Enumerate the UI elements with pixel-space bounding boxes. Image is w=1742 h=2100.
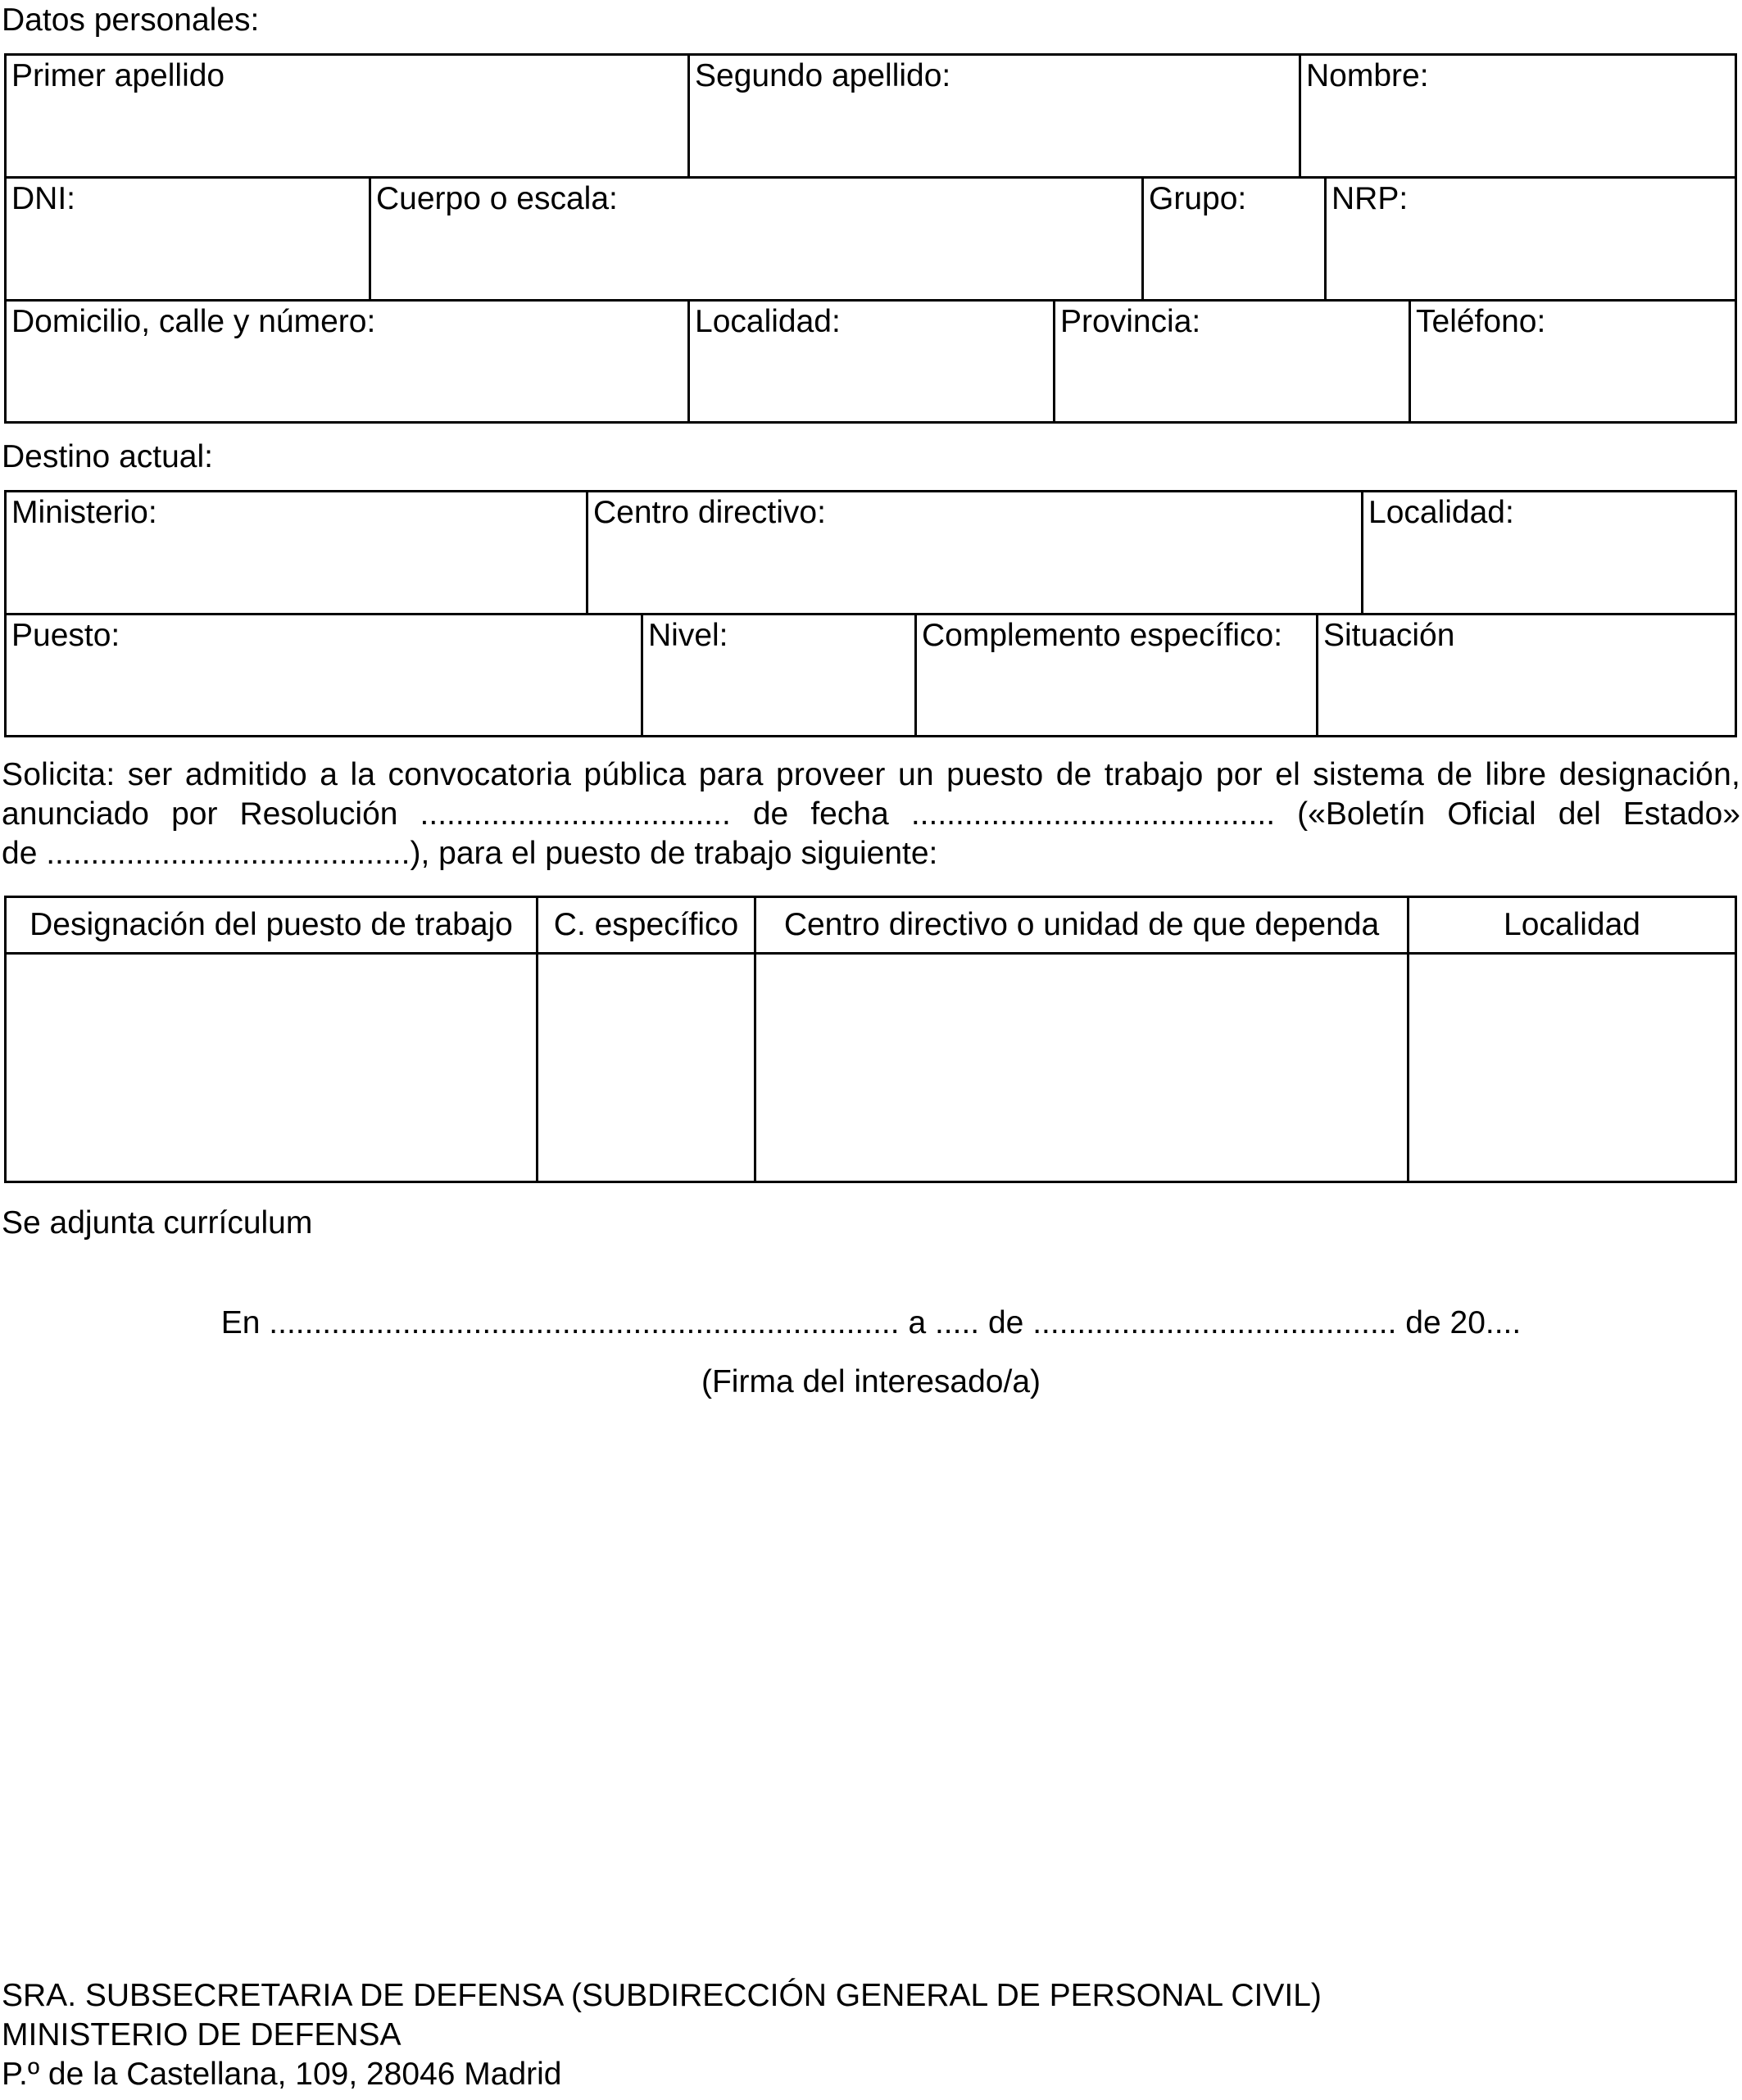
- field-telefono[interactable]: [1411, 302, 1735, 421]
- field-label: DNI:: [11, 181, 75, 216]
- input-centro-directivo[interactable]: [756, 955, 1409, 1181]
- field-grupo[interactable]: [1144, 179, 1327, 302]
- adjunta-curriculum-text: Se adjunta currículum: [2, 1205, 313, 1240]
- field-label: NRP:: [1331, 181, 1409, 216]
- input-c-especifico[interactable]: [538, 955, 756, 1181]
- field-label: Nivel:: [648, 618, 728, 653]
- field-label: Domicilio, calle y número:: [11, 304, 376, 339]
- destinatario-line-1: SRA. SUBSECRETARIA DE DEFENSA (SUBDIRECCIÓN GENERAL DE PERSONAL CIVIL): [2, 1978, 1322, 2013]
- field-label: Puesto:: [11, 618, 120, 653]
- field-label: Nombre:: [1306, 58, 1429, 93]
- solicita-line-2: anunciado por Resolución ................................... de fecha ......................................... («Boletín Oficial del Estado»: [2, 796, 1740, 832]
- field-situacion[interactable]: [1318, 615, 1735, 735]
- field-domicilio[interactable]: [7, 302, 690, 421]
- destinatario-line-3: P.º de la Castellana, 109, 28046 Madrid: [2, 2057, 562, 2092]
- column-header-centro-directivo: Centro directivo o unidad de que dependa: [756, 898, 1409, 955]
- field-label: Grupo:: [1149, 181, 1247, 216]
- field-nombre[interactable]: [1301, 56, 1735, 179]
- field-complemento-especifico[interactable]: [917, 615, 1318, 735]
- firma-label: (Firma del interesado/a): [701, 1364, 1041, 1399]
- field-cuerpo-escala[interactable]: [371, 179, 1144, 302]
- field-label: Situación: [1323, 618, 1455, 653]
- input-designacion[interactable]: [7, 955, 538, 1181]
- field-label: Provincia:: [1060, 304, 1201, 339]
- destino-actual-form: [4, 490, 1737, 737]
- column-header-localidad: Localidad: [1409, 898, 1735, 955]
- field-label: Primer apellido: [11, 58, 225, 93]
- field-nrp[interactable]: [1327, 179, 1735, 302]
- field-label: Localidad:: [695, 304, 841, 339]
- puesto-table: [4, 896, 1737, 1183]
- field-label: Teléfono:: [1416, 304, 1546, 339]
- fecha-line: En ....................................................................... a ..... de ......................................... de 20....: [220, 1305, 1522, 1340]
- field-label: Centro directivo:: [593, 495, 826, 530]
- field-nivel[interactable]: [643, 615, 917, 735]
- destinatario-line-2: MINISTERIO DE DEFENSA: [2, 2017, 401, 2052]
- solicita-line-1: Solicita: ser admitido a la convocatoria pública para proveer un puesto de trabajo por el sistema de libre designación,: [2, 757, 1740, 792]
- solicita-line-3: de .........................................), para el puesto de trabajo siguiente:: [2, 836, 938, 871]
- field-label: Localidad:: [1368, 495, 1514, 530]
- input-localidad[interactable]: [1409, 955, 1735, 1181]
- column-header-c-especifico: C. específico: [538, 898, 756, 955]
- field-puesto[interactable]: [7, 615, 643, 735]
- field-label: Cuerpo o escala:: [376, 181, 618, 216]
- destino-actual-heading: Destino actual:: [2, 439, 213, 474]
- field-label: Complemento específico:: [922, 618, 1283, 653]
- field-dni[interactable]: [7, 179, 371, 302]
- field-segundo-apellido[interactable]: [690, 56, 1301, 179]
- field-label: Ministerio:: [11, 495, 157, 530]
- solicita-paragraph: [2, 755, 1740, 873]
- field-label: Segundo apellido:: [695, 58, 951, 93]
- field-provincia[interactable]: [1055, 302, 1411, 421]
- datos-personales-heading: Datos personales:: [2, 2, 260, 38]
- field-destino-localidad[interactable]: [1363, 492, 1735, 615]
- field-centro-directivo[interactable]: [588, 492, 1363, 615]
- field-ministerio[interactable]: [7, 492, 588, 615]
- column-header-designacion: Designación del puesto de trabajo: [7, 898, 538, 955]
- datos-personales-form: [4, 53, 1737, 424]
- field-localidad[interactable]: [690, 302, 1055, 421]
- field-primer-apellido[interactable]: [7, 56, 690, 179]
